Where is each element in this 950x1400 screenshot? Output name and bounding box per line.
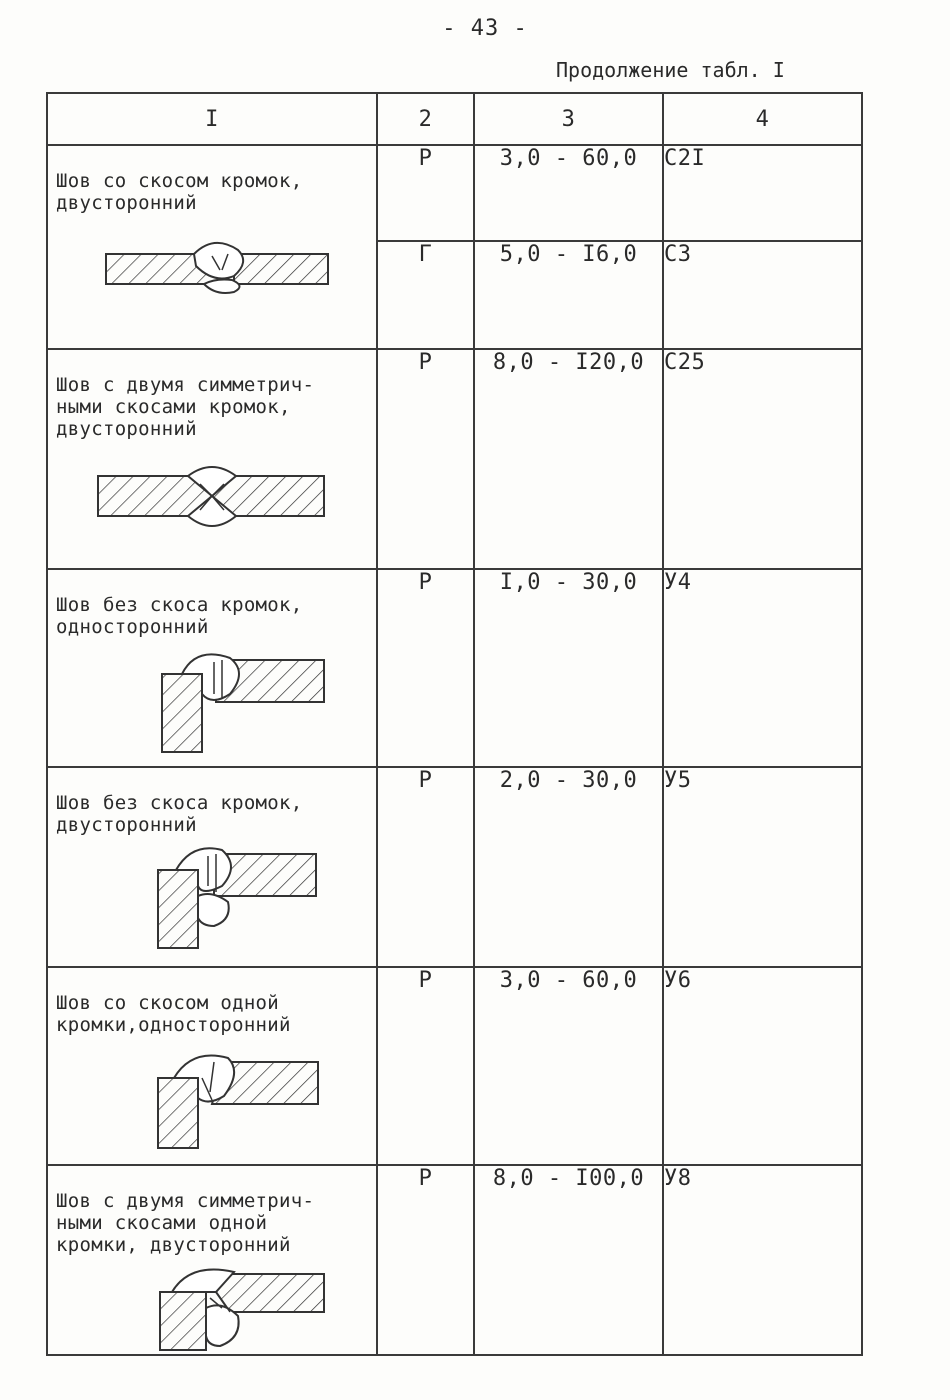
joint-designation-cell: У4 [663,569,862,767]
column-header-1: I [47,93,377,145]
corner-weld-one-edge-bevel-icon [152,1048,352,1158]
butt-weld-single-bevel-double-sided-icon [104,240,344,310]
thickness-range-cell: 3,0 - 60,0 [474,145,663,241]
welding-method-cell: Р [377,967,474,1165]
table-row [47,967,862,1165]
weld-joints-table [46,92,863,1356]
joint-description-cell [47,1165,377,1355]
welding-method-cell: Р [377,1165,474,1355]
page-number: - 43 - [442,16,528,41]
joint-designation-cell: У5 [663,767,862,967]
joint-designation-cell: У8 [663,1165,862,1355]
joint-designation-cell: C2I [663,145,862,241]
welding-method-cell: Р [377,569,474,767]
table-row [47,569,862,767]
table-row [47,1165,862,1355]
table-header-row [47,93,862,145]
joint-description: Шов с двумя симметрич- ными скосами одной кромки, двусторонний [56,1190,315,1256]
joint-designation-cell: C3 [663,241,862,349]
table-continuation-caption: Продолжение табл. I [556,58,785,82]
joint-description-cell [47,569,377,767]
joint-description: Шов с двумя симметрич- ными скосами кромок, двусторонний [56,374,315,440]
thickness-range-cell: 5,0 - I6,0 [474,241,663,349]
table-row [47,145,862,241]
joint-description-cell [47,145,377,349]
welding-method-cell: Р [377,349,474,569]
thickness-range-cell: 8,0 - I20,0 [474,349,663,569]
welding-method-cell: Р [377,145,474,241]
welding-method-cell: Г [377,241,474,349]
joint-description: Шов со скосом кромок, двусторонний [56,170,303,214]
thickness-range-cell: 3,0 - 60,0 [474,967,663,1165]
joint-description-cell [47,967,377,1165]
joint-description-cell [47,767,377,967]
corner-weld-double-bevel-one-edge-icon [154,1264,354,1354]
corner-weld-no-bevel-double-sided-icon [152,846,352,956]
joint-designation-cell: У6 [663,967,862,1165]
thickness-range-cell: 2,0 - 30,0 [474,767,663,967]
column-header-2: 2 [377,93,474,145]
column-header-3: 3 [474,93,663,145]
thickness-range-cell: I,0 - 30,0 [474,569,663,767]
butt-weld-double-bevel-icon [96,462,336,542]
joint-description: Шов без скоса кромок, двусторонний [56,792,303,836]
joint-description-cell [47,349,377,569]
column-header-4: 4 [663,93,862,145]
joint-description: Шов со скосом одной кромки,односторонний [56,992,291,1036]
corner-weld-no-bevel-single-sided-icon [156,650,356,760]
welding-method-cell: Р [377,767,474,967]
table-row [47,767,862,967]
table-row [47,349,862,569]
joint-description: Шов без скоса кромок, односторонний [56,594,303,638]
joint-designation-cell: C25 [663,349,862,569]
thickness-range-cell: 8,0 - I00,0 [474,1165,663,1355]
